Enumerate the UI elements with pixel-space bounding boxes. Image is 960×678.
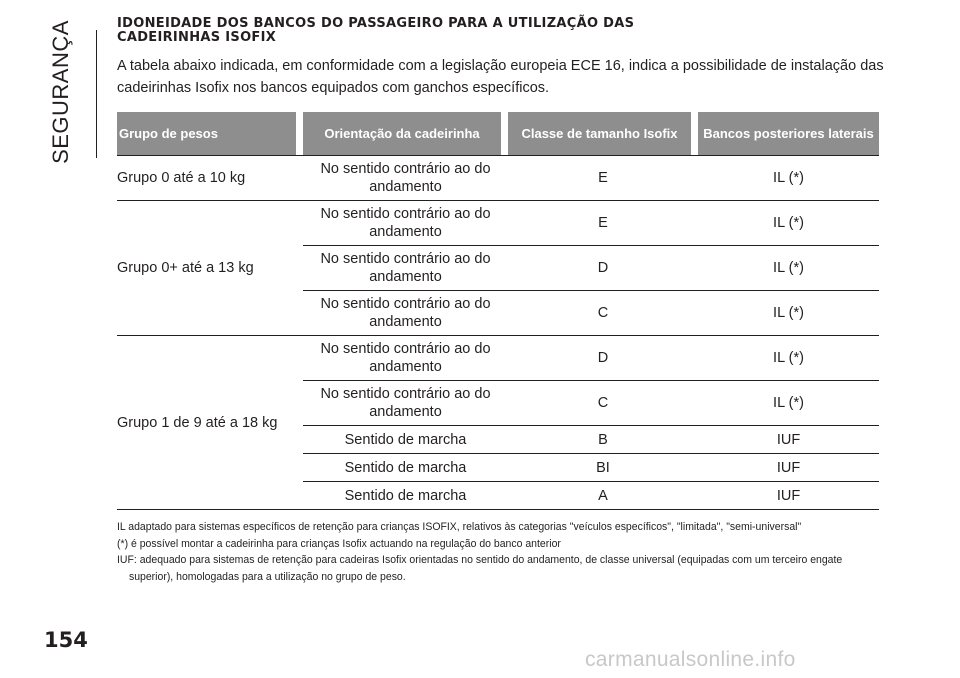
size-class-cell: BI (596, 459, 610, 476)
rear-seats-cell: IL (*) (773, 350, 804, 366)
footnote-asterisk: (*) é possível montar a cadeirinha para crianças Isofix actuando na regulação do banco anterior (117, 537, 561, 550)
orientation-cell: Sentido de marcha (344, 459, 467, 476)
orientation-cell: No sentido contrário ao do andamento (320, 251, 491, 285)
header-weight-group: Grupo de pesos (117, 112, 296, 155)
table-row (303, 290, 879, 335)
group-name: Grupo 1 de 9 até a 18 kg (117, 414, 278, 431)
orientation-cell: No sentido contrário ao do andamento (320, 296, 491, 330)
size-class-cell: E (598, 170, 608, 186)
table-row (303, 336, 879, 380)
rear-seats-cell: IUF (776, 487, 801, 504)
section-heading (117, 17, 897, 45)
orientation-cell: No sentido contrário ao do andamento (320, 341, 491, 375)
footnote-iuf: IUF: adequado para sistemas de retenção para cadeiras Isofix orientadas no sentido do andamento, de classe universal (equipadas com um terceiro engate (117, 554, 843, 566)
group-name: Grupo 0+ até a 13 kg (117, 260, 254, 276)
orientation-cell: No sentido contrário ao do andamento (320, 161, 491, 195)
size-class-cell: B (598, 431, 608, 448)
table-row (303, 201, 879, 245)
table-row (303, 245, 879, 290)
isofix-table (117, 112, 879, 510)
size-class-cell: D (597, 350, 609, 366)
section-divider (96, 30, 97, 158)
table-row (303, 156, 879, 200)
size-class-cell: A (598, 487, 608, 504)
rear-seats-cell: IUF (776, 431, 801, 448)
size-class-cell: E (598, 215, 608, 231)
orientation-cell: No sentido contrário ao do andamento (320, 206, 491, 240)
heading-line-1: IDONEIDADE DOS BANCOS DO PASSAGEIRO PARA A UTILIZAÇÃO DAS (117, 16, 635, 31)
size-class-cell: C (597, 305, 609, 321)
table-group-2 (117, 336, 879, 510)
watermark: carmanualsonline.info (585, 648, 796, 671)
rear-seats-cell: IL (*) (773, 305, 804, 321)
rear-seats-cell: IL (*) (773, 215, 804, 231)
table-row (303, 481, 879, 509)
header-rear-seats: Bancos posteriores laterais (698, 112, 879, 155)
intro-paragraph (117, 55, 897, 99)
table-group-1 (117, 201, 879, 336)
size-class-cell: D (597, 260, 609, 276)
intro-line-1: A tabela abaixo indicada, em conformidade com a legislação europeia ECE 16, indica a possibilidade de instalação das (117, 58, 884, 74)
page-number: 154 (44, 628, 88, 652)
header-size-class: Classe de tamanho Isofix (508, 112, 691, 155)
orientation-cell: Sentido de marcha (344, 487, 467, 504)
rear-seats-cell: IL (*) (773, 170, 804, 186)
footnote-iuf-continued: superior), homologadas para a utilização no grupo de peso. (128, 570, 406, 583)
rear-seats-cell: IUF (776, 459, 801, 476)
table-header (117, 112, 879, 156)
intro-line-2: cadeirinhas Isofix nos bancos equipados com ganchos específicos. (117, 80, 550, 96)
orientation-cell: No sentido contrário ao do andamento (320, 386, 491, 420)
rear-seats-cell: IL (*) (773, 260, 804, 276)
table-row (303, 453, 879, 481)
heading-line-2: CADEIRINHAS ISOFIX (117, 30, 277, 45)
table-footnotes (117, 519, 844, 585)
footnote-il: IL adaptado para sistemas específicos de retenção para crianças ISOFIX, relativos às categorias "veículos específicos", "limitada", "semi-universal" (117, 521, 802, 533)
group-name: Grupo 0 até a 10 kg (117, 170, 246, 186)
group-rows (303, 336, 879, 509)
section-label: SEGURANÇA (48, 19, 73, 164)
group-rows (303, 201, 879, 335)
orientation-cell: Sentido de marcha (344, 431, 467, 448)
table-row (303, 380, 879, 425)
size-class-cell: C (597, 395, 609, 411)
table-row (303, 425, 879, 453)
rear-seats-cell: IL (*) (773, 395, 804, 411)
group-rows (303, 156, 879, 200)
header-orientation: Orientação da cadeirinha (303, 112, 501, 155)
table-group-0 (117, 156, 879, 201)
